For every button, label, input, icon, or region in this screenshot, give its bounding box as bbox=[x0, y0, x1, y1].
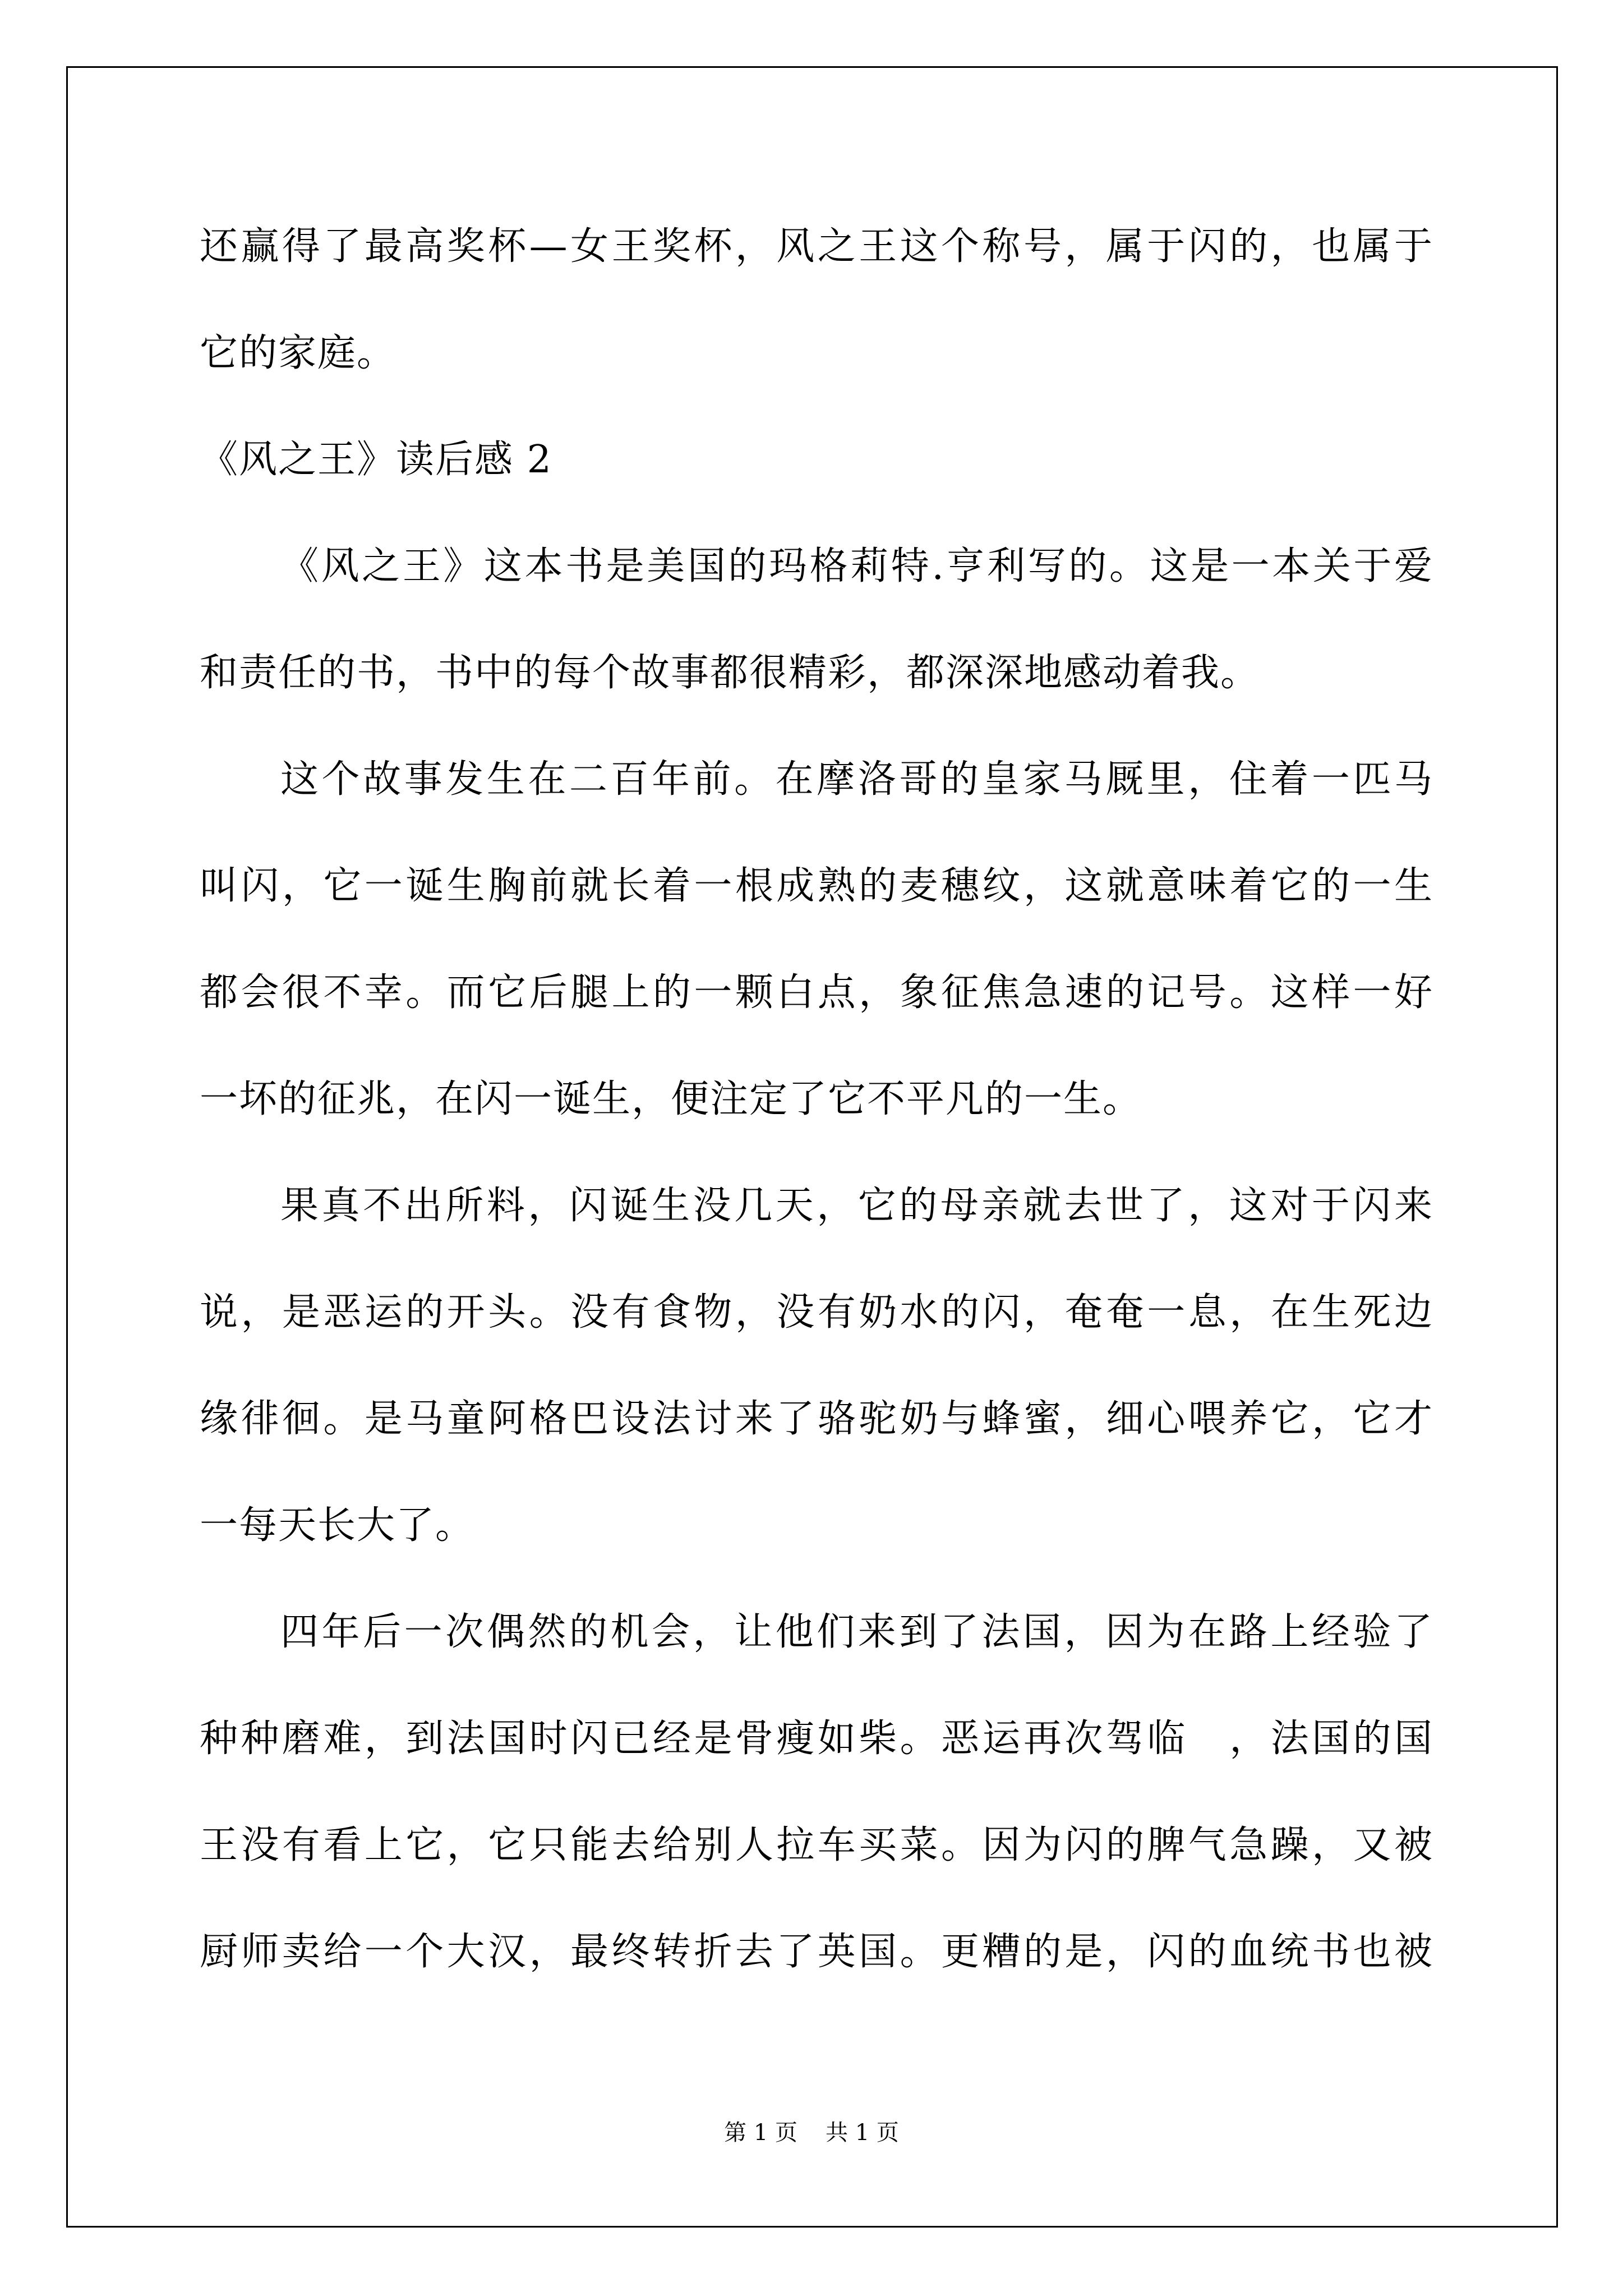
text-line: 种种磨难，到法国时闪已经是骨瘦如柴。恶运再次驾临 ，法国的国 bbox=[200, 1717, 1433, 1761]
text-line: 王没有看上它，它只能去给别人拉车买菜。因为闪的脾气急躁，又被 bbox=[200, 1823, 1433, 1867]
text-line: 还赢得了最高奖杯—女王奖杯，风之王这个称号，属于闪的，也属于 bbox=[200, 224, 1433, 269]
text-line: 一坏的征兆，在闪一诞生，便注定了它不平凡的一生。 bbox=[200, 1077, 1142, 1121]
text-line: 叫闪，它一诞生胸前就长着一根成熟的麦穗纹，这就意味着它的一生 bbox=[200, 864, 1433, 908]
text-line: 这个故事发生在二百年前。在摩洛哥的皇家马厩里，住着一匹马 bbox=[280, 757, 1433, 802]
text-line: 四年后一次偶然的机会，让他们来到了法国，因为在路上经验了 bbox=[280, 1610, 1433, 1654]
text-line: 《风之王》这本书是美国的玛格莉特.亨利写的。这是一本关于爱 bbox=[280, 544, 1433, 588]
page-border bbox=[66, 66, 1558, 2228]
page-number: 第 1 页 bbox=[724, 2120, 797, 2146]
section-heading: 《风之王》读后感 2 bbox=[200, 438, 552, 482]
text-line: 一每天长大了。 bbox=[200, 1503, 475, 1548]
text-line: 它的家庭。 bbox=[200, 331, 396, 375]
text-line: 厨师卖给一个大汉，最终转折去了英国。更糟的是，闪的血统书也被 bbox=[200, 1930, 1433, 1974]
text-line: 说，是恶运的开头。没有食物，没有奶水的闪，奄奄一息，在生死边 bbox=[200, 1290, 1433, 1335]
page-total: 共 1 页 bbox=[826, 2120, 899, 2146]
text-line: 果真不出所料，闪诞生没几天，它的母亲就去世了，这对于闪来 bbox=[280, 1184, 1433, 1228]
page-footer bbox=[0, 2115, 1623, 2147]
text-line: 都会很不幸。而它后腿上的一颗白点，象征焦急速的记号。这样一好 bbox=[200, 970, 1433, 1015]
text-line: 和责任的书，书中的每个故事都很精彩，都深深地感动着我。 bbox=[200, 651, 1260, 695]
text-line: 缘徘徊。是马童阿格巴设法讨来了骆驼奶与蜂蜜，细心喂养它，它才 bbox=[200, 1397, 1433, 1441]
